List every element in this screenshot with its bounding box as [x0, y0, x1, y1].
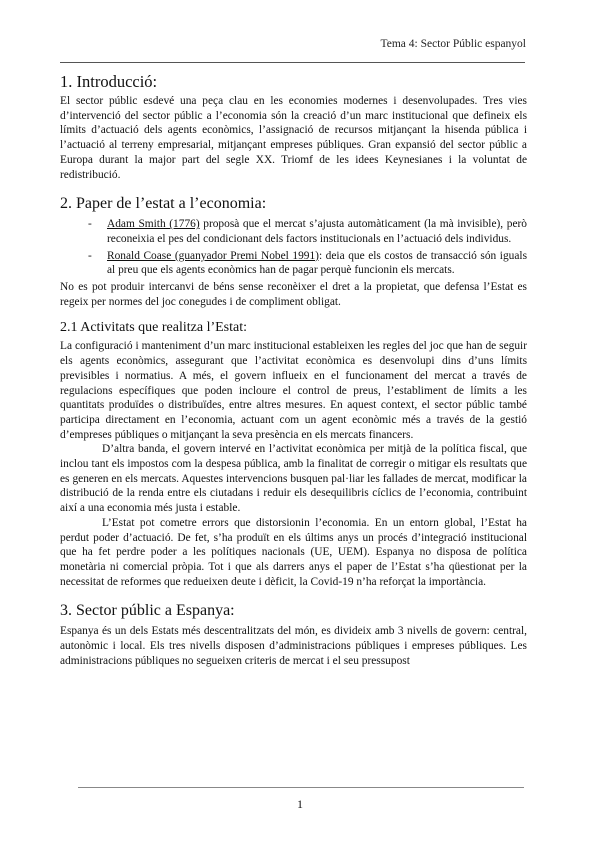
heading-introduccio: 1. Introducció: — [60, 72, 158, 91]
bullet-list — [60, 217, 527, 278]
heading-sector-public-espanya: 3. Sector públic a Espanya: — [60, 602, 235, 620]
running-header: Tema 4: Sector Públic espanyol — [380, 38, 526, 50]
paragraph: La configuració i manteniment d’un marc institucional estableixen les regles del joc que han de seguir els agents econòmics, assegurant que l’activitat econòmica es desenvolupi dins d’uns límits previsibles i normatius. A més, el govern influeix en el funcionament del mercat a través de regulacions específiques que poden incloure el control de preus, l’establiment de límits a les quantitats produïdes o distribuïdes, entre altres mesures. En aquest context, el sector públic també participa directament en l’economia, actuant com un agent econòmic més a través de la gestió d’empreses públiques o mitjançant la seva presència en els mercats financers. — [60, 340, 527, 441]
author-name: Adam Smith (1776) — [107, 218, 200, 231]
document-body — [60, 72, 527, 669]
heading-paper-estat: 2. Paper de l’estat a l’economia: — [60, 195, 267, 213]
list-item-text: proposà que el mercat s’ajusta automàticament (la mà invisible), però reconeixia el pes del condicionant dels factors institucionals en l’actuació dels individus. — [107, 218, 527, 245]
paragraph: El sector públic esdevé una peça clau en les economies modernes i desenvolupades. Tres vies d’intervenció del sector públic a l’economia són la creació d’un marc institucional que defineix els límits d’actuació dels agents econòmics, l’assignació de recursos mitjançant la hisenda pública i l’actuació al terreny empresarial, mitjançant empreses públiques. Gran expansió del sector públic a Europa durant la major part del segle XX. Triomf de les idees Keynesianes i la voluntat de redistribució. — [60, 95, 527, 181]
paragraph: L’Estat pot cometre errors que distorsionin l’economia. En un entorn global, l’Estat ha perdut poder d’actuació. De fet, s’ha produït en els últims anys un procés d’integració institucional que ha fet perdre poder a les polítiques nacionals (UE, UEM). Espanya no disposa de política monetària ni comercial pròpia. Tot i que als darrers anys el paper de l’Estat s’ha qüestionat per la necessitat de reformes que redueixen deute i dèficit, la Covid-19 n’ha reforçat la importància. — [60, 516, 527, 588]
paragraph: Espanya és un dels Estats més descentralitzats del món, es divideix amb 3 nivells de govern: central, autonòmic i local. Els tres nivells disposen d’administracions públiques i empreses públiques. Les administracions públiques no segueixen criteris de mercat i el seu pressupost — [60, 625, 527, 667]
heading-activitats: 2.1 Activitats que realitza l’Estat: — [60, 320, 247, 336]
paragraph: D’altra banda, el govern intervé en l’activitat econòmica per mitjà de la política fiscal, que inclou tant els impostos com la despesa pública, amb la finalitat de corregir o mitigar els resultats que es generen en els mercats. Aquestes intervencions busquen pal·liar les fallades de mercat, modificar la distribució de la renda entre els ciutadans i reduir els desequilibris cíclics de l’economia, contribuint així a una economia més justa i estable. — [60, 443, 527, 515]
author-name: Ronald Coase (guanyador Premi Nobel 1991) — [107, 249, 319, 262]
list-item — [60, 217, 527, 246]
header-divider — [60, 62, 525, 63]
footer-divider — [78, 787, 524, 788]
page-number: 1 — [297, 797, 303, 811]
paragraph: No es pot produir intercanvi de béns sense reconèixer el dret a la propietat, que defensa l’Estat es regeix per normes del joc conegudes i de compliment obligat. — [60, 281, 527, 308]
list-item-text: : deia que els costos de transacció són iguals al preu que els agents econòmics han de pagar perquè funcionin els mercats. — [107, 249, 528, 277]
list-item — [60, 249, 527, 278]
